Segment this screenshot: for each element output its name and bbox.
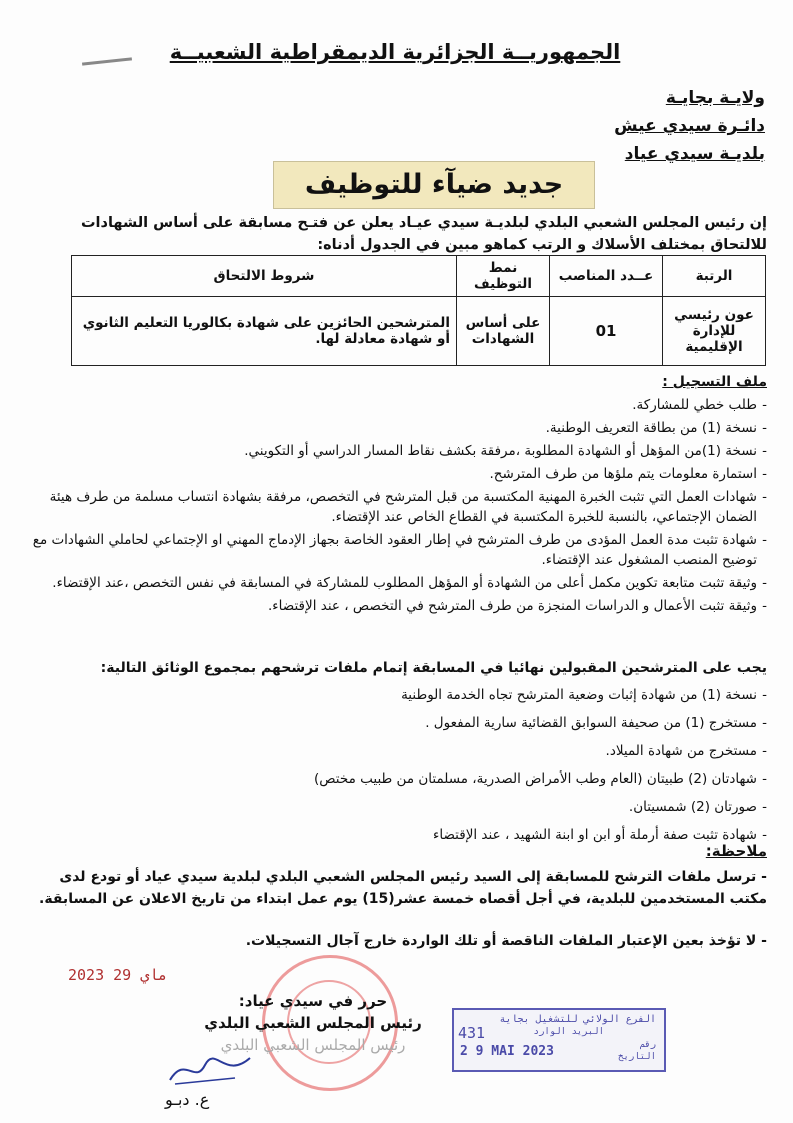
note-2-text: لا تؤخذ بعين الإعتبار الملفات الناقصة أو تلك الواردة خارج آجال التسجيلات. <box>245 933 757 949</box>
received-stamp-num-label: رقم <box>639 1040 656 1050</box>
list-item: - مستخرج من شهادة الميلاد. <box>27 741 767 761</box>
cell-conditions: المترشحين الحائزين على شهادة بكالوريا التعليم الثانوي أو شهادة معادلة لها. <box>72 297 457 366</box>
daira-label: دائـرة سيدي عيش <box>614 116 765 136</box>
banner-box <box>273 161 595 209</box>
cell-rank: عون رئيسي للإدارة الإقليمية <box>663 297 766 366</box>
wilaya-label: ولايـة بجايـة <box>665 88 765 108</box>
note-1: - ترسل ملفات الترشح للمسابقة إلى السيد رئيس المجلس الشعبي البلدي لبلدية سيدي عياد أو تودع لدى مكتب المستخدمين للبلدية، في أجل أقصاه خمسة عشر(15) يوم عمل ابتداء من تاريخ الاعلان عن المسابقة. <box>39 869 767 907</box>
list-item: - نسخة (1) من شهادة إثبات وضعية المترشح تجاه الخدمة الوطنية <box>27 685 767 705</box>
table-row <box>72 297 766 366</box>
cell-count: 01 <box>550 297 663 366</box>
list-item: - وثيقة تثبت الأعمال و الدراسات المنجزة من طرف المترشح في التخصص ، عند الإقتضاء. <box>27 596 767 616</box>
list-item: - نسخة (1)من المؤهل أو الشهادة المطلوبة ،مرفقة بكشف نقاط المسار الدراسي أو التكويني. <box>27 441 767 461</box>
signature-place: حرر في سيدي عياد: <box>238 992 388 1010</box>
cell-mode: على أساس الشهادات <box>457 297 550 366</box>
header-rank: الرتبة <box>663 256 766 297</box>
list-item: - شهادة تثبت صفة أرملة أو ابن او ابنة الشهيد ، عند الإقتضاء <box>27 825 767 845</box>
received-stamp-date: 2 9 MAI 2023 <box>460 1044 554 1059</box>
note-1-text: ترسل ملفات الترشح للمسابقة إلى السيد رئيس المجلس الشعبي البلدي لبلدية سيدي عياد أو تودع لدى مكتب المستخدمين للبلدية، في أجل أقصاه خمسة عشر(15) يوم عمل ابتداء من تاريخ الاعلان عن المسابقة. <box>39 869 767 907</box>
list-item: - شهادات العمل التي تثبت الخبرة المهنية المكتسبة من قبل المترشح في التخصص، مرفقة بشهادة انتساب مسلمة من طرف هيئة الضمان الإجتماعي، بالنسبة للخبرة المكتسبة في القطاع الخاص عند الإقتضاء. <box>27 487 767 527</box>
final-items-list <box>27 685 767 848</box>
header-mode: نمط التوظيف <box>457 256 550 297</box>
signatory-name: ع. دبـو <box>165 1090 210 1109</box>
note-2: - لا تؤخذ بعين الإعتبار الملفات الناقصة أو تلك الواردة خارج آجال التسجيلات. <box>245 933 767 949</box>
list-item: - نسخة (1) من بطاقة التعريف الوطنية. <box>27 418 767 438</box>
received-stamp <box>452 1008 666 1072</box>
decorative-dash <box>82 57 132 65</box>
table-header-row <box>72 256 766 297</box>
list-item: - شهادة تثبت مدة العمل المؤدى من طرف المترشح في إطار العقود الخاصة بجهاز الإدماج المهني او الإجتماعي لحاملي الشهادات مع توضيح المنصب المشغول عند الإقتضاء. <box>27 530 767 570</box>
file-items-list <box>27 395 767 619</box>
header-conditions: شروط الالتحاق <box>72 256 457 297</box>
commune-label: بلديـة سيدي عياد <box>624 144 765 164</box>
list-item: - وثيقة تثبت متابعة تكوين مكمل أعلى من الشهادة أو المؤهل المطلوب للمشاركة في المسابقة في نفس التخصص ،عند الإقتضاء. <box>27 573 767 593</box>
list-item: - صورتان (2) شمسيتان. <box>27 797 767 817</box>
notes-title: ملاحظة: <box>705 842 767 860</box>
handwritten-date: 2023 ماي 29 <box>68 966 168 984</box>
list-item: - استمارة معلومات يتم ملؤها من طرف المترشح. <box>27 464 767 484</box>
signature-role-faint: رئيس المجلس الشعبي البلدي <box>220 1036 406 1054</box>
list-item: - شهادتان (2) طبيتان (العام وطب الأمراض الصدرية، مسلمتان من طبيب مختص) <box>27 769 767 789</box>
signature-block <box>193 990 433 1056</box>
file-section-title: ملف التسجيل : <box>662 374 767 390</box>
received-stamp-mail: البريد الوارد <box>533 1027 604 1037</box>
signature-role: رئيس المجلس الشعبي البلدي <box>204 1014 422 1032</box>
header-count: عــدد المناصب <box>550 256 663 297</box>
received-stamp-date-label: التاريخ <box>618 1052 656 1062</box>
banner-text: جديد ضيآء للتوظيف <box>304 169 564 200</box>
final-section-title: يجب على المترشحين المقبولين نهائيا في المسابقة إتمام ملفات ترشحهم بمجموع الوثائق التالية: <box>100 660 767 676</box>
received-stamp-org: الفرع الولائي للتشغيل بجاية <box>499 1014 656 1025</box>
list-item: - مستخرج (1) من صحيفة السوابق القضائية سارية المفعول . <box>27 713 767 733</box>
republic-title: الجمهوريــة الجزائرية الديمقراطية الشعبيــة <box>169 40 621 64</box>
intro-paragraph: إن رئيس المجلس الشعبي البلدي لبلديـة سيدي عيـاد يعلن عن فتـح مسابقة على أساس الشهادات للالتحاق بمختلف الأسلاك و الرتب كماهو مبين في الجدول أدناه: <box>80 215 767 253</box>
positions-table <box>71 255 766 366</box>
handwritten-signature <box>165 1050 255 1090</box>
list-item: - طلب خطي للمشاركة. <box>27 395 767 415</box>
received-stamp-number: 431 <box>458 1024 486 1042</box>
